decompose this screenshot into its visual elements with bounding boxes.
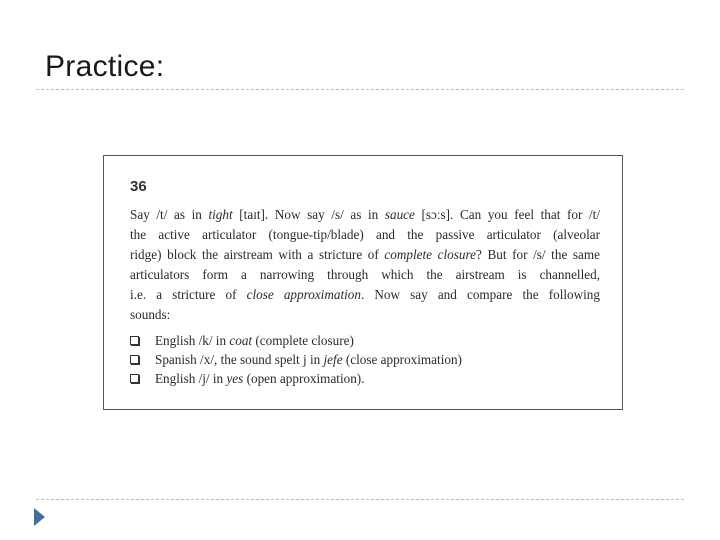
text-segment: the active articulator (tongue-tip/blade) and the passive articulator (alveolar <box>130 227 600 242</box>
list-item-text <box>155 352 462 368</box>
checkbox-bullet-icon <box>130 336 139 345</box>
text-segment: ridge) block the airstream with a stricture of <box>130 247 385 262</box>
list-item <box>130 369 600 388</box>
text-segment: English /k/ in <box>155 332 230 348</box>
text-segment: ? But for /s/ the same <box>475 247 601 262</box>
text-segment: [taɪt]. Now say /s/ as in <box>232 207 385 222</box>
italic-term: close approximation <box>246 287 361 302</box>
text-segment: . Now say and compare the following <box>360 287 600 302</box>
slide-arrow-icon <box>34 508 45 526</box>
checkbox-bullet-icon <box>130 355 139 364</box>
text-segment: [sɔːs]. Can you feel that for /t/ <box>414 207 600 222</box>
text-segment: articulators form a narrowing through which the airstream is channelled, <box>130 267 600 282</box>
text-segment: (open approximation). <box>243 370 365 386</box>
slide-title: Practice: <box>45 50 165 83</box>
italic-term: yes <box>226 370 244 386</box>
list-item-text <box>155 333 354 349</box>
paragraph-line <box>130 285 600 305</box>
list-item <box>130 331 600 350</box>
list-item-text <box>155 371 365 387</box>
text-segment: i.e. a stricture of <box>130 287 247 302</box>
text-segment: Say /t/ as in <box>130 207 209 222</box>
italic-term: coat <box>229 332 253 348</box>
text-segment: (close approximation) <box>342 351 462 367</box>
italic-term: tight <box>208 207 233 222</box>
bottom-divider <box>36 499 684 500</box>
list-item <box>130 350 600 369</box>
paragraph-line <box>130 225 600 245</box>
paragraph-line <box>130 205 600 225</box>
checkbox-bullet-icon <box>130 374 139 383</box>
top-divider <box>36 89 684 90</box>
paragraph-line <box>130 265 600 285</box>
exercise-paragraph <box>130 205 600 325</box>
text-segment: Spanish /x/, the sound spelt j in <box>155 351 324 367</box>
italic-term: complete closure <box>384 247 476 262</box>
exercise-number: 36 <box>130 178 147 195</box>
paragraph-line <box>130 305 600 325</box>
text-segment: (complete closure) <box>252 332 354 348</box>
exercise-bullet-list <box>130 331 600 388</box>
italic-term: sauce <box>384 207 415 222</box>
text-segment: sounds: <box>130 307 171 322</box>
italic-term: jefe <box>323 351 343 367</box>
text-segment: English /j/ in <box>155 370 227 386</box>
paragraph-line <box>130 245 600 265</box>
exercise-figure <box>103 155 623 410</box>
